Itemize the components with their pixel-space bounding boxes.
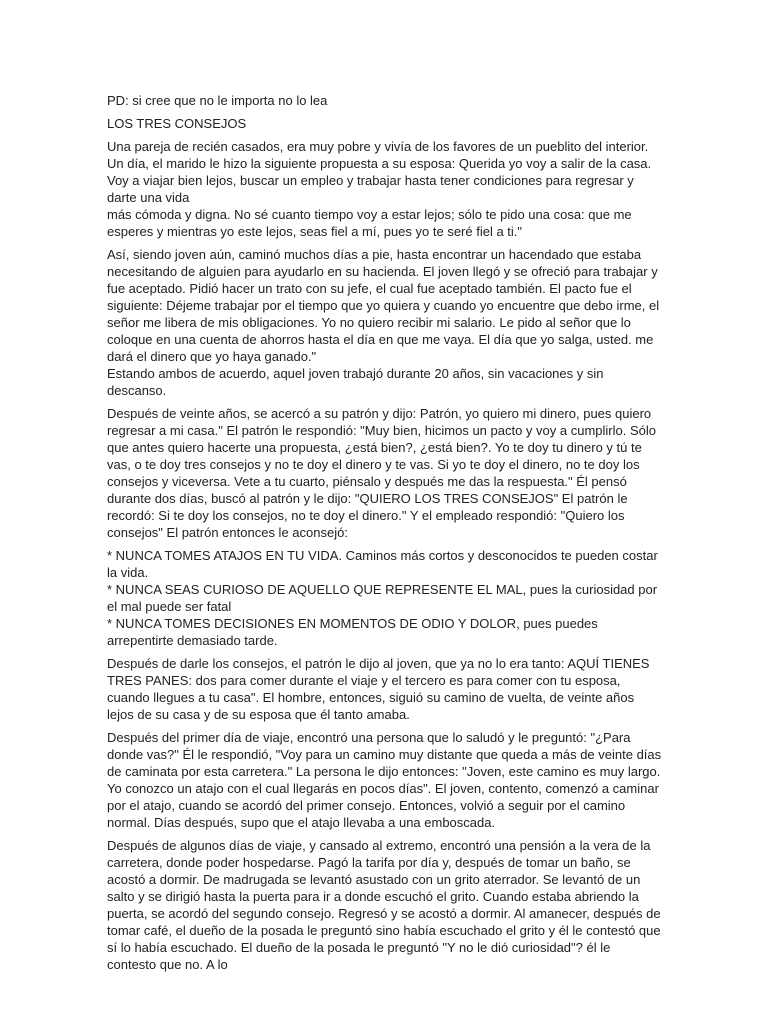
paragraph-three-breads: Después de darle los consejos, el patrón le dijo al joven, que ya no lo era tanto: AQUÍ TIENES TRES PANES: dos para comer durante el viaje y el tercero es para comer con tu esposa, cuando llegues a tu casa". El hombre, entonces, siguió su camino de vuelta, de veinte años lejos de su casa y de su esposa que él tanto amaba. <box>107 656 650 722</box>
paragraph-first-day: Después del primer día de viaje, encontró una persona que lo saludó y le preguntó: "¿Para donde vas?" Él le respondió, "Voy para un camino muy distante que queda a más de veinte días de caminata por esta carretera." La persona le dijo entonces: "Joven, este camino es muy largo. Yo conozco un atajo con el cual llegarás en pocos días". El joven, contento, comenzó a caminar por el atajo, cuando se acordó del primer consejo. Entonces, volvió a seguir por el camino normal. Días después, supo que el atajo llevaba a una emboscada. <box>107 730 662 830</box>
paragraph-three-advices: * NUNCA TOMES ATAJOS EN TU VIDA. Caminos más cortos y desconocidos te pueden costar la vida. * NUNCA SEAS CURIOSO DE AQUELLO QUE REPRESENTE EL MAL, pues la curiosidad por el mal puede ser fatal * NUNCA TOMES DECISIONES EN MOMENTOS DE ODIO Y DOLOR, pues puedes arrepentirte demasiado tarde. <box>107 548 658 648</box>
document-page <box>107 92 663 973</box>
paragraph-journey: Así, siendo joven aún, caminó muchos días a pie, hasta encontrar un hacendado que estaba necesitando de alguien para ayudarlo en su hacienda. El joven llegó y se ofreció para trabajar y fue aceptado. Pidió hacer un trato con su jefe, el cual fue aceptado también. El pacto fue el siguiente: Déjeme trabajar por el tiempo que yo quiera y cuando yo encuentre que debo irme, el señor me libera de mis obligaciones. Yo no quiero recibir mi salario. Le pido al señor que lo coloque en una cuenta de ahorros hasta el día en que me vaya. El día que yo salga, usted. me dará el dinero que yo haya ganado." Estando ambos de acuerdo, aquel joven trabajó durante 20 años, sin vacaciones y sin descanso. <box>107 247 660 398</box>
paragraph-inn: Después de algunos días de viaje, y cansado al extremo, encontró una pensión a la vera de la carretera, donde poder hospedarse. Pagó la tarifa por día y, después de tomar un baño, se acostó a dormir. De madrugada se levantó asustado con un grito aterrador. Se levantó de un salto y se dirigió hasta la puerta para ir a donde escuchó el grito. Cuando estaba abriendo la puerta, se acordó del segundo consejo. Regresó y se acostó a dormir. Al amanecer, después de tomar café, el dueño de la posada le preguntó sino había escuchado el grito y él le contestó que sí lo había escuchado. El dueño de la posada le preguntó "Y no le dió curiosidad"? él le contesto que no. A lo <box>107 838 661 972</box>
postscript-line: PD: si cree que no le importa no lo lea <box>107 93 328 108</box>
paragraph-intro: Una pareja de recién casados, era muy pobre y vivía de los favores de un pueblito del interior. Un día, el marido le hizo la siguiente propuesta a su esposa: Querida yo voy a salir de la casa. Voy a viajar bien lejos, buscar un empleo y trabajar hasta tener condiciones para regresar y darte una vida más cómoda y digna. No sé cuanto tiempo voy a estar lejos; sólo te pido una cosa: que me esperes y mientras yo este lejos, seas fiel a mí, pues yo te seré fiel a ti." <box>107 139 652 239</box>
document-title: LOS TRES CONSEJOS <box>107 116 247 131</box>
paragraph-twenty-years: Después de veinte años, se acercó a su patrón y dijo: Patrón, yo quiero mi dinero, pues quiero regresar a mi casa." El patrón le respondió: "Muy bien, hicimos un pacto y voy a cumplirlo. Sólo que antes quiero hacerte una propuesta, ¿está bien?, ¿está bien?. Yo te doy tu dinero y tú te vas, o te doy tres consejos y no te doy el dinero y te vas. Si yo te doy el dinero, no te doy los consejos y viceversa. Vete a tu cuarto, piénsalo y después me das la respuesta." Él pensó durante dos días, buscó al patrón y le dijo: "QUIERO LOS TRES CONSEJOS" El patrón le recordó: Si te doy los consejos, no te doy el dinero." Y el empleado respondió: "Quiero los consejos" El patrón entonces le aconsejó: <box>107 406 656 540</box>
